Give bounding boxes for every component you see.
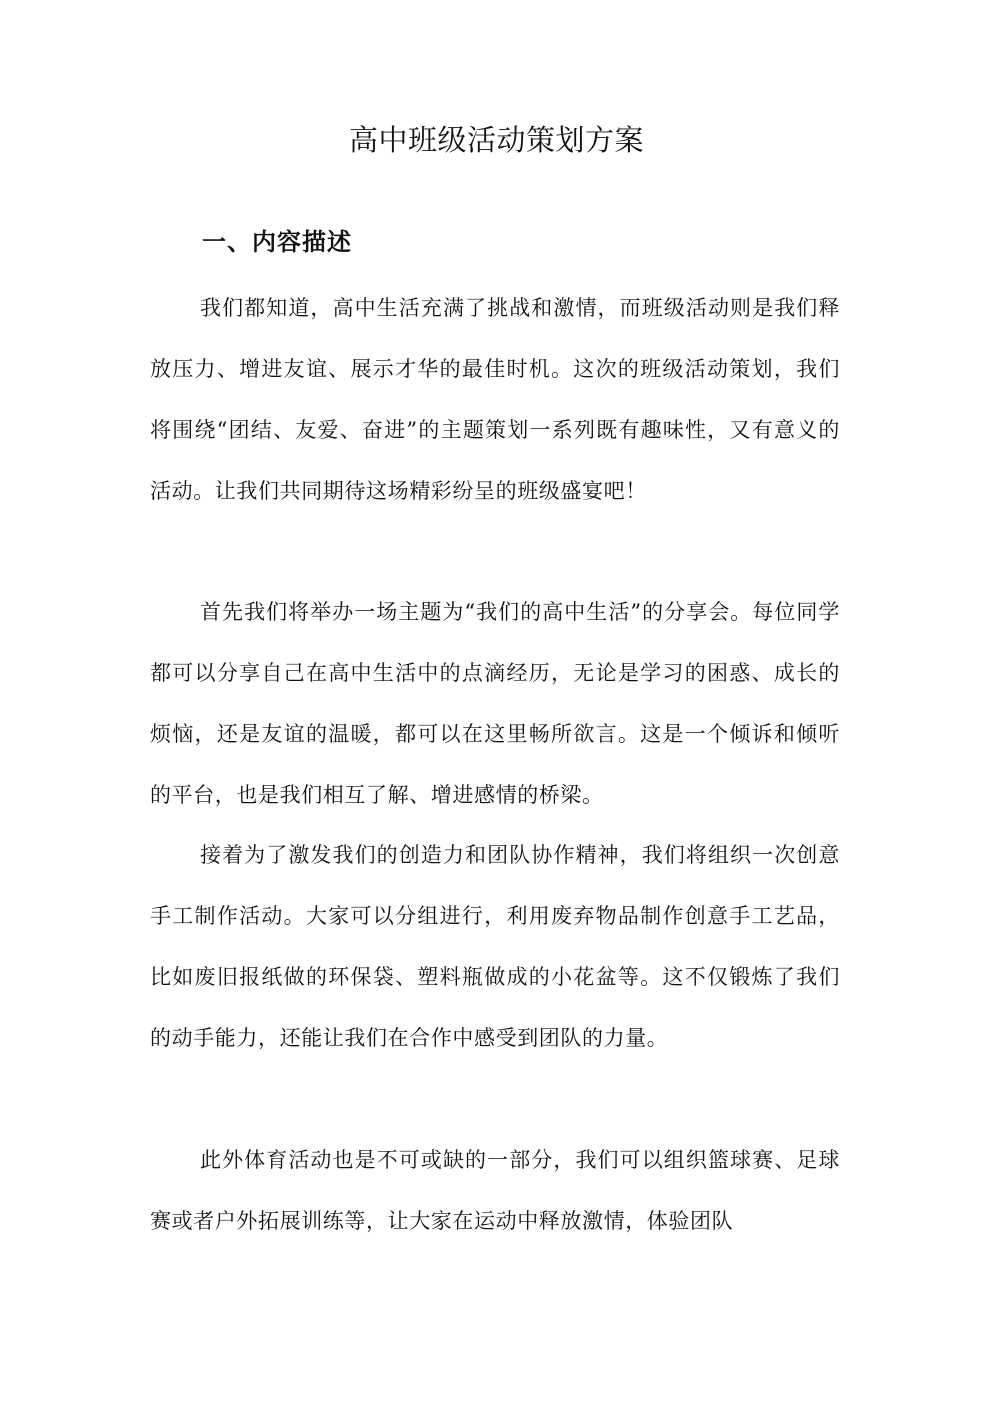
document-title: 高中班级活动策划方案 <box>348 123 644 157</box>
section-heading: 一、内容描述 <box>202 227 352 256</box>
paragraph-handcraft-activity: 接着为了激发我们的创造力和团队协作精神，我们将组织一次创意手工制作活动。大家可以分组进行，利用废弃物品制作创意手工艺品，比如废旧报纸做的环保袋、塑料瓶做成的小花盆等。这不仅锻炼了我们的动手能力，还能让我们在合作中感受到团队的力量。 <box>150 843 840 1050</box>
paragraph-sharing-session: 首先我们将举办一场主题为“我们的高中生活”的分享会。每位同学都可以分享自己在高中生活中的点滴经历，无论是学习的困惑、成长的烦恼，还是友谊的温暖，都可以在这里畅所欲言。这是一个倾诉和倾听的平台，也是我们相互了解、增进感情的桥梁。 <box>150 600 840 807</box>
paragraph-sports-activity: 此外体育活动也是不可或缺的一部分，我们可以组织篮球赛、足球赛或者户外拓展训练等，让大家在运动中释放激情，体验团队 <box>150 1148 840 1233</box>
paragraph-intro: 我们都知道，高中生活充满了挑战和激情，而班级活动则是我们释放压力、增进友谊、展示才华的最佳时机。这次的班级活动策划，我们将围绕“团结、友爱、奋进”的主题策划一系列既有趣味性，又有意义的活动。让我们共同期待这场精彩纷呈的班级盛宴吧！ <box>150 296 840 503</box>
